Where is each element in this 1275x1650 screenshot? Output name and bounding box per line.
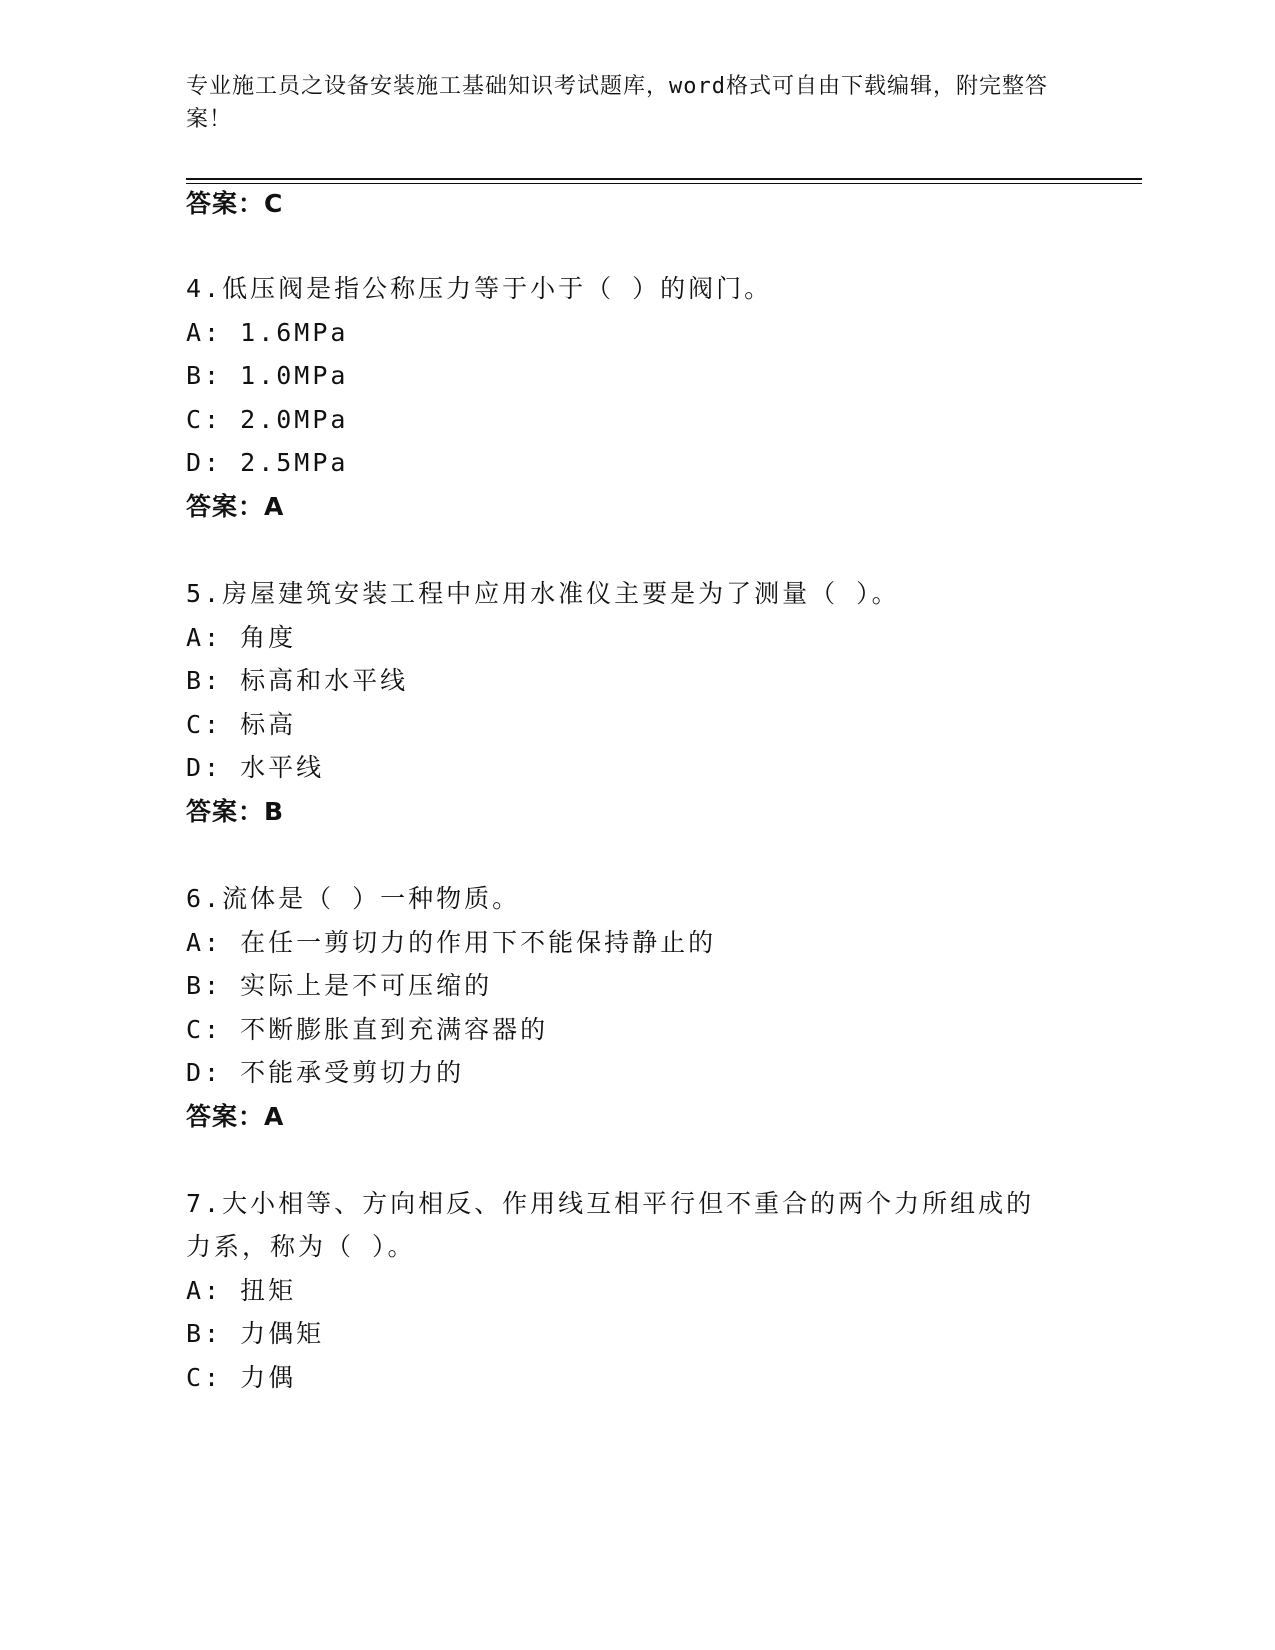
question-6-option-c: C: 不断膨胀直到充满容器的	[186, 1015, 549, 1044]
question-6-option-d: D: 不能承受剪切力的	[186, 1058, 465, 1087]
question-7-option-c: C: 力偶	[186, 1363, 297, 1392]
question-5-option-b: B: 标高和水平线	[186, 666, 409, 695]
answer-5: 答案：B	[186, 797, 285, 826]
question-4-option-d: D: 2.5MPa	[186, 448, 349, 477]
question-6-option-a: A: 在任一剪切力的作用下不能保持静止的	[186, 928, 717, 957]
question-7-line-2: 力系，称为（ ）。	[186, 1232, 416, 1261]
question-5-option-a: A: 角度	[186, 623, 297, 652]
question-7-option-b: B: 力偶矩	[186, 1319, 325, 1348]
answer-4: 答案：A	[186, 492, 285, 521]
question-6-option-b: B: 实际上是不可压缩的	[186, 971, 493, 1000]
header-divider-thick	[186, 178, 1142, 180]
question-4-option-a: A: 1.6MPa	[186, 318, 349, 347]
document-header: 专业施工员之设备安装施工基础知识考试题库，word格式可自由下载编辑，附完整答案！	[186, 74, 1048, 132]
question-6: 6.流体是（ ）一种物质。	[186, 884, 521, 913]
question-4-option-c: C: 2.0MPa	[186, 405, 349, 434]
question-7-option-a: A: 扭矩	[186, 1276, 297, 1305]
answer-6: 答案：A	[186, 1102, 285, 1131]
question-7-line-1: 7.大小相等、方向相反、作用线互相平行但不重合的两个力所组成的	[186, 1189, 1035, 1218]
header-divider-thin	[186, 183, 1142, 184]
question-4: 4.低压阀是指公称压力等于小于（ ）的阀门。	[186, 274, 773, 303]
question-5-option-d: D: 水平线	[186, 753, 325, 782]
question-5: 5.房屋建筑安装工程中应用水准仪主要是为了测量（ ）。	[186, 579, 900, 608]
answer-3: 答案：C	[186, 189, 284, 218]
question-4-option-b: B: 1.0MPa	[186, 361, 349, 390]
question-5-option-c: C: 标高	[186, 710, 297, 739]
